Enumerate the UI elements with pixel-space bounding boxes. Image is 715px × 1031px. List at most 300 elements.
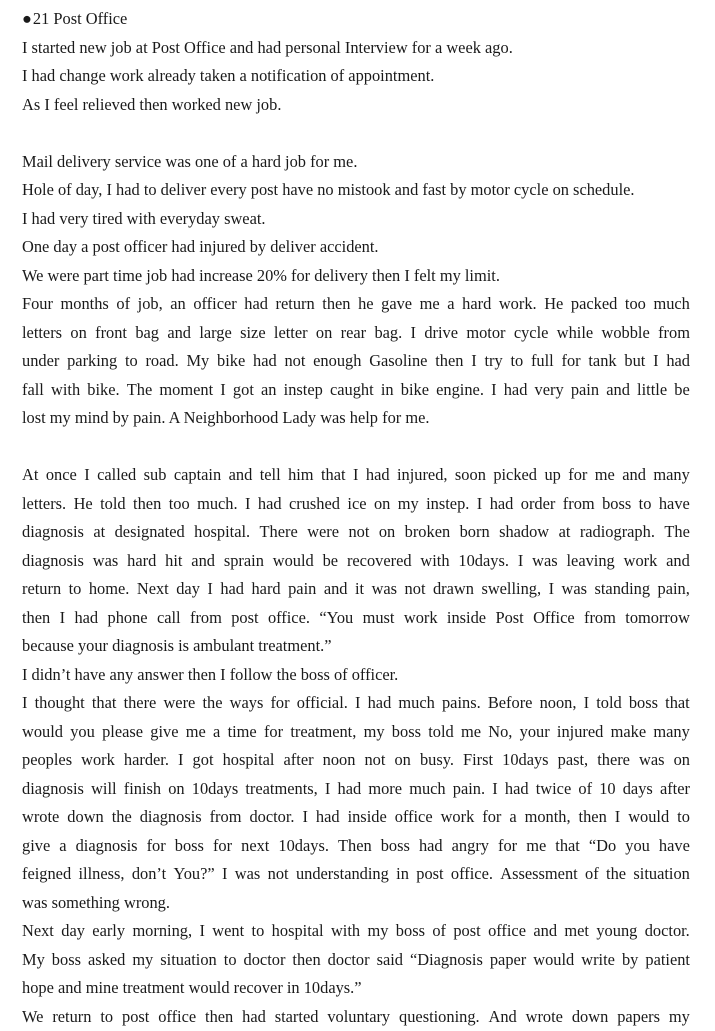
word: have <box>659 490 690 519</box>
word: I <box>245 490 250 519</box>
text-line <box>22 518 690 547</box>
word: I <box>584 689 589 718</box>
word: the <box>112 803 132 832</box>
text-line: I didn’t have any answer then I follow the boss of officer. <box>22 661 690 690</box>
word: hospital <box>223 746 275 775</box>
word: would <box>22 718 63 747</box>
text-line: One day a post officer had injured by deliver accident. <box>22 233 690 262</box>
word: of <box>432 917 446 946</box>
word: met <box>564 917 589 946</box>
word: was <box>562 575 588 604</box>
word: on <box>316 319 332 348</box>
word: days <box>623 775 653 804</box>
text-line <box>22 490 690 519</box>
word: diagnosis <box>76 832 138 861</box>
word: understanding <box>296 860 389 889</box>
word: paper <box>490 946 526 975</box>
word: call <box>157 604 181 633</box>
word: work <box>404 604 438 633</box>
word: crushed <box>289 490 340 519</box>
text-line <box>22 347 690 376</box>
word: to <box>224 946 237 975</box>
word: to <box>69 575 82 604</box>
section-title-text: 21 Post Office <box>33 9 127 28</box>
word: and <box>533 917 557 946</box>
word: boss <box>629 689 658 718</box>
word: standing <box>595 575 651 604</box>
word: time <box>228 718 257 747</box>
word: me <box>186 718 206 747</box>
word: engine. <box>436 376 484 405</box>
word: inside <box>348 803 387 832</box>
text-line: Mail delivery service was one of a hard job for me. <box>22 148 690 177</box>
word: bag. <box>374 319 402 348</box>
word: on <box>394 746 410 775</box>
word: feigned <box>22 860 71 889</box>
word: At <box>22 461 38 490</box>
word: at <box>559 518 571 547</box>
word: return <box>52 1003 91 1031</box>
word: situation <box>633 860 689 889</box>
word: return <box>22 575 61 604</box>
word: not <box>284 347 305 376</box>
word: I <box>302 803 307 832</box>
word: voluntary <box>327 1003 390 1031</box>
word: down <box>67 803 103 832</box>
word: and <box>167 319 191 348</box>
word: not <box>405 575 426 604</box>
text-line <box>22 604 690 633</box>
word: my <box>367 917 388 946</box>
word: road. <box>145 347 178 376</box>
word: “You <box>319 604 353 633</box>
word: up <box>544 461 560 490</box>
word: 10days <box>192 775 238 804</box>
word: Post <box>495 604 523 633</box>
word: me <box>526 832 546 861</box>
word: I <box>220 376 225 405</box>
word: me <box>595 461 615 490</box>
word: letter <box>274 319 308 348</box>
word: questioning. <box>399 1003 480 1031</box>
word: on <box>168 775 184 804</box>
text-line <box>22 718 690 747</box>
word: hospital. <box>194 518 250 547</box>
word: were <box>163 689 195 718</box>
word: was <box>639 746 665 775</box>
word: for <box>482 803 501 832</box>
word: hard <box>462 290 491 319</box>
word: The <box>127 376 152 405</box>
word: finish <box>124 775 161 804</box>
word: I <box>477 490 482 519</box>
word: home. <box>89 575 130 604</box>
word: post <box>416 860 443 889</box>
word: peoples <box>22 746 72 775</box>
text-line <box>22 946 690 975</box>
word: twice <box>536 775 572 804</box>
word: then <box>322 290 350 319</box>
word: he <box>358 290 373 319</box>
word: more <box>368 775 402 804</box>
word: I <box>518 547 523 576</box>
word: for <box>270 689 289 718</box>
word: had <box>316 803 340 832</box>
word: while <box>557 319 593 348</box>
word: I <box>199 917 204 946</box>
word: 10days. <box>278 832 329 861</box>
word: you <box>70 718 95 747</box>
word: I <box>549 575 554 604</box>
word: in <box>381 376 394 405</box>
word: return <box>276 290 315 319</box>
word: packed <box>571 290 617 319</box>
word: said <box>377 946 403 975</box>
word: had <box>220 575 244 604</box>
word: month, <box>525 803 571 832</box>
word: noon, <box>540 689 577 718</box>
word: then <box>292 946 320 975</box>
word: on <box>70 319 86 348</box>
word: young <box>596 917 637 946</box>
word: my <box>364 718 385 747</box>
word: for <box>213 832 232 861</box>
word: down <box>572 1003 608 1031</box>
word: work <box>441 803 475 832</box>
word: much <box>653 290 689 319</box>
word: Next <box>22 917 54 946</box>
word: tank <box>588 347 616 376</box>
word: asked <box>88 946 125 975</box>
word: doctor <box>244 946 286 975</box>
word: write <box>581 946 615 975</box>
word: that <box>321 461 346 490</box>
word: I <box>491 376 496 405</box>
word: diagnosis <box>22 547 84 576</box>
word: shadow <box>499 518 549 547</box>
word: I <box>84 461 89 490</box>
word: to <box>510 347 523 376</box>
text-line <box>22 689 690 718</box>
word: from <box>584 604 616 633</box>
word: give <box>22 832 50 861</box>
word: phone <box>108 604 148 633</box>
word: and <box>324 575 348 604</box>
word: He <box>544 290 563 319</box>
word: instep. <box>426 490 469 519</box>
word: gave <box>381 290 412 319</box>
word: please <box>102 718 143 747</box>
word: post <box>453 917 480 946</box>
word: had <box>504 376 528 405</box>
word: soon <box>455 461 486 490</box>
word: was <box>93 547 119 576</box>
word: much. <box>197 490 238 519</box>
word: to <box>252 917 265 946</box>
word: the <box>202 689 222 718</box>
word: had <box>74 604 98 633</box>
word: had <box>505 775 529 804</box>
word: had <box>666 347 690 376</box>
word: drive <box>424 319 458 348</box>
word: captain <box>174 461 221 490</box>
word: from <box>190 604 222 633</box>
word: boss <box>175 832 204 861</box>
word: ways <box>230 689 264 718</box>
word: an <box>261 376 276 405</box>
word: diagnosis <box>140 803 202 832</box>
word: pain <box>288 575 316 604</box>
text-line: I had very tired with everyday sweat. <box>22 205 690 234</box>
word: will <box>91 775 117 804</box>
word: Office <box>533 604 575 633</box>
word: I <box>60 604 65 633</box>
word: not <box>364 746 385 775</box>
word: I <box>411 319 416 348</box>
word: papers <box>617 1003 660 1031</box>
word: Next <box>137 575 169 604</box>
word: a <box>59 832 66 861</box>
word: my <box>132 946 153 975</box>
word: thought <box>35 689 85 718</box>
word: motor <box>466 319 505 348</box>
word: make <box>611 718 647 747</box>
word: to <box>100 1003 113 1031</box>
text-line <box>22 917 690 946</box>
word: wrote <box>526 1003 563 1031</box>
word: for <box>498 832 517 861</box>
word: office. <box>451 860 493 889</box>
word: after <box>284 746 314 775</box>
word: and <box>606 376 630 405</box>
text-line <box>22 376 690 405</box>
word: were <box>307 518 339 547</box>
word: many <box>653 461 689 490</box>
word: to <box>125 347 138 376</box>
word: doctor. <box>249 803 294 832</box>
text-line <box>22 803 690 832</box>
word: 10 <box>599 775 615 804</box>
word: moment <box>159 376 213 405</box>
word: work <box>81 746 115 775</box>
word: then <box>22 604 50 633</box>
word: got <box>193 746 214 775</box>
word: was <box>532 547 558 576</box>
word: him <box>288 461 314 490</box>
word: letters <box>22 319 62 348</box>
word: tomorrow <box>625 604 690 633</box>
word: would <box>533 946 574 975</box>
word: Gasoline <box>369 347 427 376</box>
text-line <box>22 319 690 348</box>
word: then <box>435 347 463 376</box>
word: morning, <box>132 917 192 946</box>
word: doctor <box>328 946 370 975</box>
word: rear <box>341 319 366 348</box>
word: told <box>100 490 126 519</box>
word: The <box>664 518 689 547</box>
word: for <box>561 347 580 376</box>
word: on <box>379 518 395 547</box>
word: 10days. <box>458 547 509 576</box>
word: bag <box>135 319 159 348</box>
word: I <box>492 775 497 804</box>
text-line: As I feel relieved then worked new job. <box>22 91 690 120</box>
word: had <box>253 347 277 376</box>
word: “Do <box>589 832 616 861</box>
word: had <box>338 775 362 804</box>
word: day <box>61 917 85 946</box>
word: hospital <box>272 917 324 946</box>
word: illness, <box>79 860 125 889</box>
word: must <box>363 604 395 633</box>
word: ice <box>347 490 366 519</box>
text-line: hope and mine treatment would recover in 10days.” <box>22 974 690 1003</box>
word: wrote <box>22 803 59 832</box>
word: wobble <box>601 319 649 348</box>
blank-line <box>22 119 690 148</box>
word: had <box>368 689 392 718</box>
word: then <box>133 490 161 519</box>
word: Assessment <box>500 860 577 889</box>
word: be <box>323 547 338 576</box>
word: hit <box>165 547 182 576</box>
word: it <box>355 575 364 604</box>
word: told <box>596 689 622 718</box>
word: broken <box>405 518 451 547</box>
word: at <box>93 518 105 547</box>
word: me <box>420 290 440 319</box>
word: No, <box>488 718 512 747</box>
word: First <box>463 746 493 775</box>
word: pains. <box>442 689 481 718</box>
word: pain, <box>658 575 690 604</box>
word: full <box>531 347 554 376</box>
word: much <box>398 689 434 718</box>
word: I <box>471 347 476 376</box>
word: next <box>241 832 269 861</box>
word: Then <box>338 832 372 861</box>
word: office <box>395 803 433 832</box>
word: and <box>666 547 690 576</box>
word: cycle <box>514 319 549 348</box>
word: He <box>74 490 93 519</box>
word: pain. <box>453 775 485 804</box>
word: situation <box>160 946 216 975</box>
word: to <box>639 490 652 519</box>
word: I <box>325 775 330 804</box>
word: office. <box>268 604 310 633</box>
word: angry <box>452 832 489 861</box>
text-line <box>22 290 690 319</box>
word: early <box>92 917 125 946</box>
word: busy. <box>420 746 454 775</box>
paragraph-lines <box>22 34 690 1031</box>
word: have <box>659 832 690 861</box>
word: I <box>207 575 212 604</box>
word: went <box>212 917 244 946</box>
word: boss <box>392 718 421 747</box>
word: harder. <box>124 746 169 775</box>
word: that <box>92 689 117 718</box>
word: after <box>660 775 690 804</box>
word: boss <box>602 490 631 519</box>
word: Before <box>488 689 533 718</box>
word: the <box>606 860 626 889</box>
word: would <box>628 803 669 832</box>
word: that <box>555 832 580 861</box>
word: to <box>677 803 690 832</box>
word: and <box>229 461 253 490</box>
section-title <box>22 5 690 34</box>
text-line: I started new job at Post Office and had personal Interview for a week ago. <box>22 34 690 63</box>
word: front <box>95 319 127 348</box>
word: my <box>669 1003 690 1031</box>
word: by <box>622 946 638 975</box>
word: too <box>169 490 190 519</box>
word: My <box>186 347 209 376</box>
word: too <box>625 290 646 319</box>
text-line: Hole of day, I had to deliver every post have no mistook and fast by motor cycle on schedule. <box>22 176 690 205</box>
text-line <box>22 547 690 576</box>
word: picked <box>493 461 537 490</box>
word: past, <box>558 746 589 775</box>
word: patient <box>645 946 690 975</box>
word: you <box>625 832 650 861</box>
word: boss <box>52 946 81 975</box>
word: had <box>244 290 268 319</box>
word: parking <box>67 347 117 376</box>
word: I <box>355 689 360 718</box>
word: an <box>170 290 185 319</box>
word: My <box>22 946 45 975</box>
word: give <box>150 718 178 747</box>
word: pain <box>571 376 599 405</box>
word: Four <box>22 290 53 319</box>
word: had <box>419 832 443 861</box>
word: bike. <box>87 376 119 405</box>
word: a <box>213 718 220 747</box>
word: sprain <box>224 547 264 576</box>
word: leaving <box>567 547 615 576</box>
word: diagnosis <box>22 518 84 547</box>
word: not <box>348 518 369 547</box>
word: with <box>331 917 360 946</box>
word: of <box>585 860 599 889</box>
text-line <box>22 461 690 490</box>
text-line <box>22 1003 690 1031</box>
word: diagnosis <box>22 775 84 804</box>
word: on <box>674 746 690 775</box>
word: day <box>176 575 200 604</box>
word: work. <box>499 290 537 319</box>
document-body <box>22 5 690 1031</box>
word: large <box>199 319 231 348</box>
word: noon <box>323 746 356 775</box>
word: my <box>398 490 419 519</box>
word: I <box>22 689 27 718</box>
text-line <box>22 775 690 804</box>
word: post <box>231 604 258 633</box>
word: had <box>490 490 514 519</box>
word: officer <box>193 290 236 319</box>
word: on <box>374 490 390 519</box>
word: size <box>240 319 265 348</box>
word: and <box>191 547 215 576</box>
word: And <box>489 1003 517 1031</box>
text-line <box>22 575 690 604</box>
word: tell <box>260 461 281 490</box>
